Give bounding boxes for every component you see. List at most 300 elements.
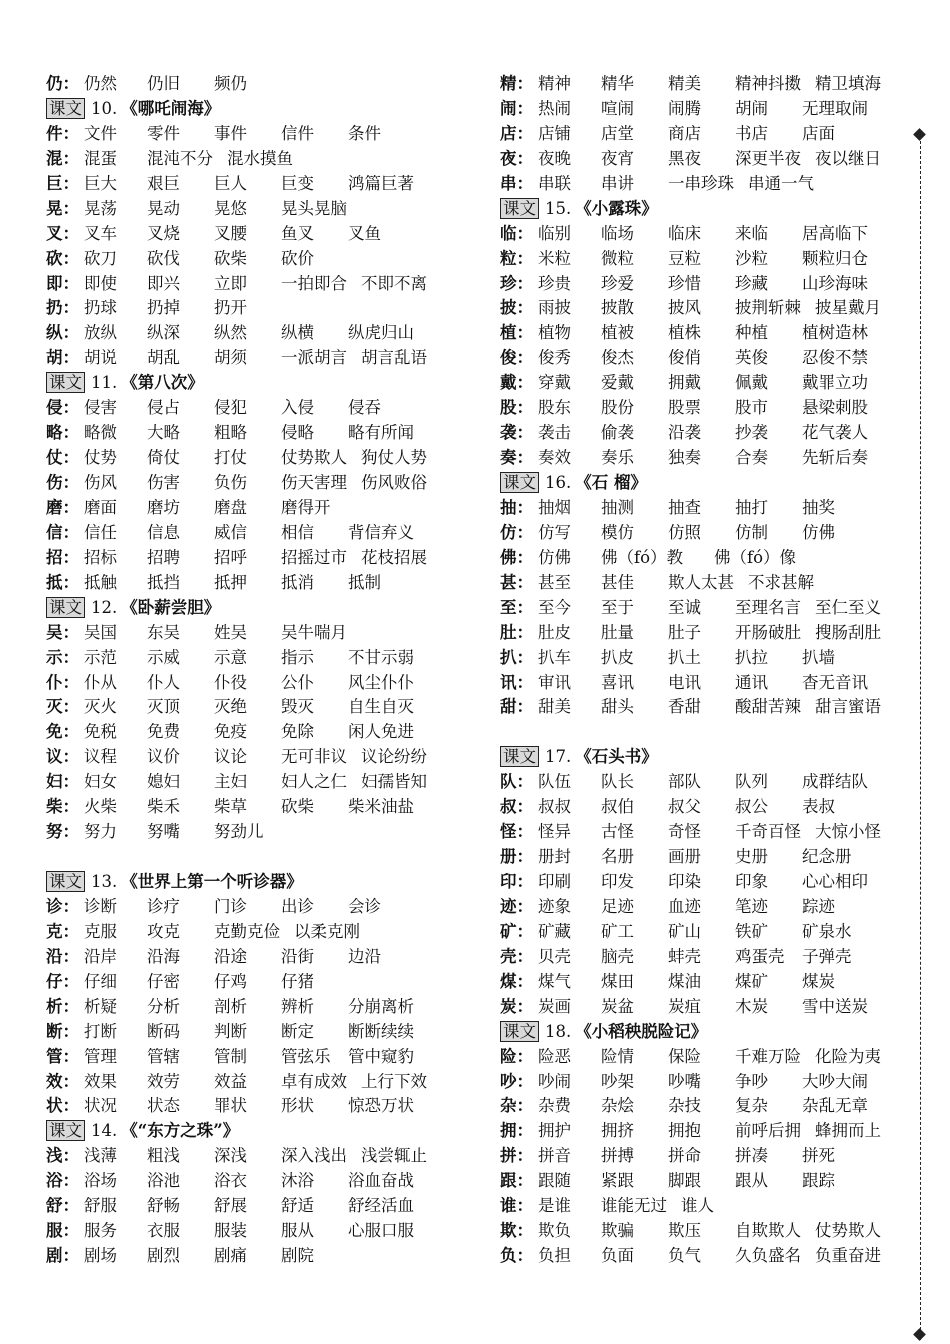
- vocab-word: 晃荡: [84, 198, 117, 218]
- character-label: 仆：: [46, 672, 79, 692]
- vocab-row: [46, 945, 466, 970]
- vocab-word: 山珍海味: [802, 273, 868, 293]
- vocab-word: 胡乱: [147, 348, 180, 368]
- character-label: 晃：: [46, 198, 79, 218]
- vocab-row: [500, 1094, 900, 1119]
- vocab-word: 抵挡: [147, 572, 180, 592]
- vocab-row: [46, 222, 466, 247]
- vocab-row: [46, 745, 466, 770]
- vocab-row: [500, 646, 900, 671]
- vocab-word: 深浅: [214, 1146, 247, 1166]
- vocab-word: 矿藏: [538, 921, 571, 941]
- character-label: 抵：: [46, 572, 79, 592]
- character-label: 服：: [46, 1221, 79, 1241]
- vocab-word: 串联: [538, 173, 571, 193]
- lesson-number: 13.: [91, 872, 118, 891]
- vocab-row: [46, 396, 466, 421]
- character-label: 壳：: [500, 946, 533, 966]
- vocab-word: 服装: [214, 1221, 247, 1241]
- vocab-word: 夜以继日: [815, 148, 881, 168]
- vocab-word: 抽奖: [802, 497, 835, 517]
- vocab-word: 奏效: [538, 448, 571, 468]
- vocab-word: 服从: [281, 1221, 314, 1241]
- vocab-word: 剧痛: [214, 1246, 247, 1266]
- vocab-word: 诊疗: [147, 896, 180, 916]
- vocab-row: [500, 122, 900, 147]
- vocab-row: [500, 970, 900, 995]
- vocab-word: 夜晚: [538, 148, 571, 168]
- vocab-word: 颗粒归仓: [802, 248, 868, 268]
- vocab-word: 扒皮: [601, 647, 634, 667]
- vocab-word: 紧跟: [601, 1171, 634, 1191]
- vocab-word: 负伤: [214, 473, 247, 492]
- vocab-word: 灭火: [84, 697, 117, 717]
- character-label: 股：: [500, 398, 533, 418]
- vocab-word: 煤炭: [802, 971, 835, 991]
- character-label: 印：: [500, 872, 533, 891]
- vocab-row: [500, 1219, 900, 1244]
- vocab-word: 胡言乱语: [361, 348, 427, 368]
- vocab-word: 扒土: [668, 647, 701, 667]
- vocab-word: 柴草: [214, 797, 247, 817]
- vocab-word: 不求甚解: [748, 572, 814, 592]
- vocab-word: 浴血奋战: [348, 1171, 414, 1191]
- character-label: 甚：: [500, 572, 533, 592]
- vocab-word: 混沌不分: [147, 148, 213, 168]
- vocab-word: 妇女: [84, 772, 117, 792]
- character-label: 奏：: [500, 448, 533, 468]
- vocab-word: 闲人免进: [348, 722, 414, 742]
- vocab-word: 攻克: [147, 921, 180, 941]
- lesson-number: 14.: [91, 1121, 118, 1141]
- vocab-word: 商店: [668, 123, 701, 143]
- character-label: 队：: [500, 772, 533, 792]
- vocab-word: 免税: [84, 722, 117, 742]
- vocab-word: 血迹: [668, 896, 701, 916]
- vocab-word: 主妇: [214, 772, 247, 792]
- vocab-word: 信息: [147, 522, 180, 542]
- vocab-word: 精神: [538, 74, 571, 93]
- vocab-word: 零件: [147, 123, 180, 143]
- vocab-row: [500, 895, 900, 920]
- character-label: 信：: [46, 522, 79, 542]
- character-label: 迹：: [500, 896, 533, 916]
- vocab-word: 议价: [147, 747, 180, 767]
- lesson-tag: 课文: [46, 1120, 85, 1141]
- vocab-word: 心服口服: [348, 1221, 414, 1241]
- vocab-word: 抽烟: [538, 497, 571, 517]
- vocab-word: 火柴: [84, 797, 117, 817]
- vocab-word: 仆人: [147, 672, 180, 692]
- character-label: 柴：: [46, 797, 79, 817]
- vocab-word: 断断续续: [348, 1021, 414, 1041]
- vocab-word: 跟随: [538, 1171, 571, 1191]
- character-label: 浅：: [46, 1146, 79, 1166]
- vocab-row: [500, 521, 900, 546]
- vocab-word: 一串珍珠: [668, 173, 734, 193]
- character-label: 浴：: [46, 1171, 79, 1191]
- vocab-word: 晃动: [147, 198, 180, 218]
- vocab-word: 迹象: [538, 896, 571, 916]
- vocab-word: 信件: [281, 123, 314, 143]
- vocab-word: 砍柴: [281, 797, 314, 817]
- vocab-word: 珍藏: [735, 273, 768, 293]
- lesson-heading: [500, 197, 900, 222]
- vocab-word: 妇孺皆知: [361, 772, 427, 792]
- vocab-row: [500, 496, 900, 521]
- vocab-word: 矿工: [601, 921, 634, 941]
- vocab-word: 扔开: [214, 298, 247, 318]
- vocab-word: 欺压: [668, 1221, 701, 1241]
- vocab-word: 无理取闹: [802, 98, 868, 118]
- vocab-word: 仿佛: [802, 522, 835, 542]
- vocab-word: 欺骗: [601, 1221, 634, 1241]
- vocab-word: 文件: [84, 123, 117, 143]
- vocab-row: [46, 571, 466, 596]
- vocab-word: 自生自灭: [348, 697, 414, 717]
- vocab-word: 精神抖擞: [735, 74, 801, 93]
- vocab-word: 甜美: [538, 697, 571, 717]
- vocab-word: 仍然: [84, 74, 117, 93]
- vocab-row: [46, 272, 466, 297]
- vocab-word: 仔细: [84, 971, 117, 991]
- vocab-word: 分析: [147, 996, 180, 1016]
- vocab-word: 招聘: [147, 547, 180, 567]
- vocab-word: 卓有成效: [281, 1071, 347, 1091]
- vocab-row: [500, 820, 900, 845]
- vocab-word: 状态: [147, 1096, 180, 1116]
- vocab-row: [500, 222, 900, 247]
- vocab-row: [46, 122, 466, 147]
- vocab-word: 植被: [601, 323, 634, 343]
- vocab-word: 侵略: [281, 423, 314, 443]
- vocab-word: 足迹: [601, 896, 634, 916]
- character-label: 叉：: [46, 223, 79, 243]
- vocab-word: 议论纷纷: [361, 747, 427, 767]
- vocab-word: 毁灭: [281, 697, 314, 717]
- lesson-tag: 课文: [500, 1021, 539, 1042]
- vocab-word: 成群结队: [802, 772, 868, 792]
- vocab-word: 免除: [281, 722, 314, 742]
- character-label: 沿：: [46, 946, 79, 966]
- vocab-row: [46, 421, 466, 446]
- vocab-word: 扒墙: [802, 647, 835, 667]
- vocab-word: 忍俊不禁: [802, 348, 868, 368]
- vocab-word: 粗浅: [147, 1146, 180, 1166]
- character-label: 矿：: [500, 921, 533, 941]
- vocab-word: 拼搏: [601, 1146, 634, 1166]
- vocab-row: [500, 72, 900, 97]
- vocab-word: 仍旧: [147, 74, 180, 93]
- vocab-word: 巨人: [214, 173, 247, 193]
- lesson-title: 《石 榴》: [575, 473, 647, 492]
- vocab-word: 豆粒: [668, 248, 701, 268]
- vocab-word: 古怪: [601, 822, 634, 842]
- vocab-word: 鸿篇巨著: [348, 173, 414, 193]
- vocab-word: 仿制: [735, 522, 768, 542]
- vocab-word: 招标: [84, 547, 117, 567]
- vocab-word: 免费: [147, 722, 180, 742]
- vocab-word: 喧闹: [601, 98, 634, 118]
- vocab-word: 队长: [601, 772, 634, 792]
- right-column: [500, 72, 900, 1269]
- vocab-word: 炭疽: [668, 996, 701, 1016]
- vocab-word: 煤田: [601, 971, 634, 991]
- vocab-word: 谁人: [681, 1196, 714, 1216]
- vocab-word: 出诊: [281, 896, 314, 916]
- vocab-word: 股东: [538, 398, 571, 418]
- vocab-row: [46, 346, 466, 371]
- vocab-word: 舒展: [214, 1196, 247, 1216]
- vocab-word: 仿佛: [538, 547, 571, 567]
- vocab-word: 状况: [84, 1096, 117, 1116]
- vocab-word: 爱戴: [601, 373, 634, 393]
- vocab-word: 不甘示弱: [348, 647, 414, 667]
- vocab-word: 姓吴: [214, 622, 247, 642]
- vocab-word: 电讯: [668, 672, 701, 692]
- character-label: 肚：: [500, 622, 533, 642]
- vocab-row: [500, 1119, 900, 1144]
- vocab-word: 管中窥豹: [348, 1046, 414, 1066]
- vocab-word: 胡须: [214, 348, 247, 368]
- vocab-row: [46, 820, 466, 845]
- vocab-row: [500, 945, 900, 970]
- vocab-row: [46, 1020, 466, 1045]
- vocab-row: [500, 870, 900, 895]
- lesson-title: 《小露珠》: [575, 198, 658, 218]
- vocab-word: 艰巨: [147, 173, 180, 193]
- character-label: 管：: [46, 1046, 79, 1066]
- vocab-word: 花枝招展: [361, 547, 427, 567]
- vocab-word: 戴罪立功: [802, 373, 868, 393]
- vocab-word: 杳无音讯: [802, 672, 868, 692]
- vocab-word: 辨析: [281, 996, 314, 1016]
- vocab-word: 柴米油盐: [348, 797, 414, 817]
- vocab-word: 相信: [281, 522, 314, 542]
- character-label: 磨：: [46, 497, 79, 517]
- vocab-word: 略有所闻: [348, 423, 414, 443]
- vocab-row: [46, 1244, 466, 1269]
- vocab-word: 店堂: [601, 123, 634, 143]
- vocab-word: 夜宵: [601, 148, 634, 168]
- lesson-title: 《石头书》: [575, 747, 658, 767]
- vocab-row: [46, 1094, 466, 1119]
- vocab-word: 珍爱: [601, 273, 634, 293]
- vocab-word: 剖析: [214, 996, 247, 1016]
- vocab-word: 欺人太甚: [668, 572, 734, 592]
- vocab-word: 抄袭: [735, 423, 768, 443]
- vocab-word: 矿山: [668, 921, 701, 941]
- vocab-word: 串讲: [601, 173, 634, 193]
- vocab-word: 努劲儿: [214, 822, 264, 842]
- character-label: 努：: [46, 822, 79, 842]
- vocab-word: 拼音: [538, 1146, 571, 1166]
- vocab-word: 米粒: [538, 248, 571, 268]
- vocab-word: 千难万险: [735, 1046, 801, 1066]
- vocab-word: 指示: [281, 647, 314, 667]
- vocab-word: 蚌壳: [668, 946, 701, 966]
- vocab-word: 诊断: [84, 896, 117, 916]
- vocab-word: 胡说: [84, 348, 117, 368]
- vocab-word: 矿泉水: [802, 921, 852, 941]
- vocab-word: 纵深: [147, 323, 180, 343]
- character-label: 砍：: [46, 248, 79, 268]
- character-label: 剧：: [46, 1246, 79, 1266]
- vocab-word: 至今: [538, 597, 571, 617]
- vocab-word: 管理: [84, 1046, 117, 1066]
- vocab-row: [46, 920, 466, 945]
- vocab-word: 混蛋: [84, 148, 117, 168]
- vocab-word: 肚子: [668, 622, 701, 642]
- character-label: 吵：: [500, 1071, 533, 1091]
- vocab-word: 舒畅: [147, 1196, 180, 1216]
- vocab-word: 混水摸鱼: [227, 148, 293, 168]
- character-label: 拥：: [500, 1121, 533, 1141]
- vocab-word: 模仿: [601, 522, 634, 542]
- vocab-word: 佩戴: [735, 373, 768, 393]
- vocab-row: [500, 1194, 900, 1219]
- vocab-word: 扔球: [84, 298, 117, 318]
- vocab-row: [46, 471, 466, 496]
- vocab-word: 子弹壳: [802, 946, 852, 966]
- vocab-word: 侵害: [84, 398, 117, 418]
- vocab-word: 俊秀: [538, 348, 571, 368]
- vocab-word: 册封: [538, 847, 571, 867]
- character-label: 仿：: [500, 522, 533, 542]
- lesson-heading: [500, 745, 900, 770]
- lesson-number: 10.: [91, 98, 118, 118]
- vocab-word: 俊杰: [601, 348, 634, 368]
- character-label: 讯：: [500, 672, 533, 692]
- lesson-heading: [46, 870, 466, 895]
- vocab-word: 衣服: [147, 1221, 180, 1241]
- vocab-row: [500, 770, 900, 795]
- vocab-word: 负担: [538, 1246, 571, 1266]
- vocab-word: 印象: [735, 872, 768, 891]
- vocab-word: 居高临下: [802, 223, 868, 243]
- vocab-word: 管制: [214, 1046, 247, 1066]
- vocab-row: [46, 197, 466, 222]
- vocab-word: 店面: [802, 123, 835, 143]
- vocab-word: 入侵: [281, 398, 314, 418]
- vocab-word: 威信: [214, 522, 247, 542]
- vocab-word: 仆从: [84, 672, 117, 692]
- vocab-word: 独奏: [668, 448, 701, 468]
- vocab-word: 精华: [601, 74, 634, 93]
- lesson-heading: [46, 596, 466, 621]
- vocab-word: 剧院: [281, 1246, 314, 1266]
- vocab-row: [500, 421, 900, 446]
- vocab-word: 风尘仆仆: [348, 672, 414, 692]
- vocab-word: 鱼叉: [281, 223, 314, 243]
- vocab-word: 怪异: [538, 822, 571, 842]
- vocab-word: 大吵大闹: [802, 1071, 868, 1091]
- lesson-tag: 课文: [500, 746, 539, 767]
- vocab-word: 倚仗: [147, 448, 180, 468]
- vocab-word: 画册: [668, 847, 701, 867]
- lesson-number: 17.: [545, 747, 572, 767]
- vocab-word: 临床: [668, 223, 701, 243]
- vocab-word: 灭顶: [147, 697, 180, 717]
- vocab-word: 跟踪: [802, 1171, 835, 1191]
- character-label: 叔：: [500, 797, 533, 817]
- vocab-word: 伤风: [84, 473, 117, 492]
- vocab-word: 搜肠刮肚: [815, 622, 881, 642]
- vocab-word: 花气袭人: [802, 423, 868, 443]
- vocab-word: 伤风败俗: [361, 473, 427, 492]
- vocab-word: 略微: [84, 423, 117, 443]
- vocab-word: 仗势欺人: [815, 1221, 881, 1241]
- vocab-word: 吴牛喘月: [281, 622, 347, 642]
- character-label: 招：: [46, 547, 79, 567]
- character-label: 扔：: [46, 298, 79, 318]
- character-label: 佛：: [500, 547, 533, 567]
- vocab-word: 条件: [348, 123, 381, 143]
- vocab-word: 植物: [538, 323, 571, 343]
- vocab-word: 舒经活血: [348, 1196, 414, 1216]
- vocab-word: 杂烩: [601, 1096, 634, 1116]
- vocab-word: 惊恐万状: [348, 1096, 414, 1116]
- vocab-word: 保险: [668, 1046, 701, 1066]
- vocab-row: [500, 621, 900, 646]
- vocab-word: 临别: [538, 223, 571, 243]
- vocab-word: 扒拉: [735, 647, 768, 667]
- vocab-word: 自欺欺人: [735, 1221, 801, 1241]
- vocab-word: 磨面: [84, 497, 117, 517]
- vocab-word: 浅薄: [84, 1146, 117, 1166]
- vocab-word: 股市: [735, 398, 768, 418]
- vocab-word: 化险为夷: [815, 1046, 881, 1066]
- vocab-word: 侵吞: [348, 398, 381, 418]
- vocab-word: 砍柴: [214, 248, 247, 268]
- vocab-word: 拼凑: [735, 1146, 768, 1166]
- vocab-word: 招呼: [214, 547, 247, 567]
- vocab-word: 吵架: [601, 1071, 634, 1091]
- character-label: 谁：: [500, 1196, 533, 1216]
- character-label: 析：: [46, 996, 79, 1016]
- lesson-title: 《哪吒闹海》: [121, 98, 221, 118]
- vocab-word: 合奏: [735, 448, 768, 468]
- vocab-word: 狗仗人势: [361, 448, 427, 468]
- vocab-row: [46, 1144, 466, 1169]
- lesson-number: 11.: [91, 373, 118, 393]
- vocab-row: [500, 795, 900, 820]
- vocab-row: [46, 646, 466, 671]
- vocab-row: [500, 97, 900, 122]
- vocab-word: 磨坊: [147, 497, 180, 517]
- vocab-word: 煤气: [538, 971, 571, 991]
- vocab-word: 边沿: [348, 946, 381, 966]
- vocab-word: 跟从: [735, 1171, 768, 1191]
- vocab-word: 书店: [735, 123, 768, 143]
- vocab-word: 胡闹: [735, 98, 768, 118]
- character-label: 闹：: [500, 98, 533, 118]
- vocab-word: 喜讯: [601, 672, 634, 692]
- vocab-word: 贝壳: [538, 946, 571, 966]
- vocab-word: 久负盛名: [735, 1246, 801, 1266]
- vocab-word: 佛（fó）像: [714, 547, 797, 567]
- vocab-word: 甚至: [538, 572, 571, 592]
- vocab-word: 争吵: [735, 1071, 768, 1091]
- character-label: 负：: [500, 1246, 533, 1266]
- vocab-word: 背信弃义: [348, 522, 414, 542]
- vocab-row: [46, 1045, 466, 1070]
- lesson-title: 《“东方之珠”》: [121, 1121, 240, 1141]
- vocab-word: 俊俏: [668, 348, 701, 368]
- character-label: 状：: [46, 1096, 79, 1116]
- vocab-row: [46, 446, 466, 471]
- vocab-row: [500, 995, 900, 1020]
